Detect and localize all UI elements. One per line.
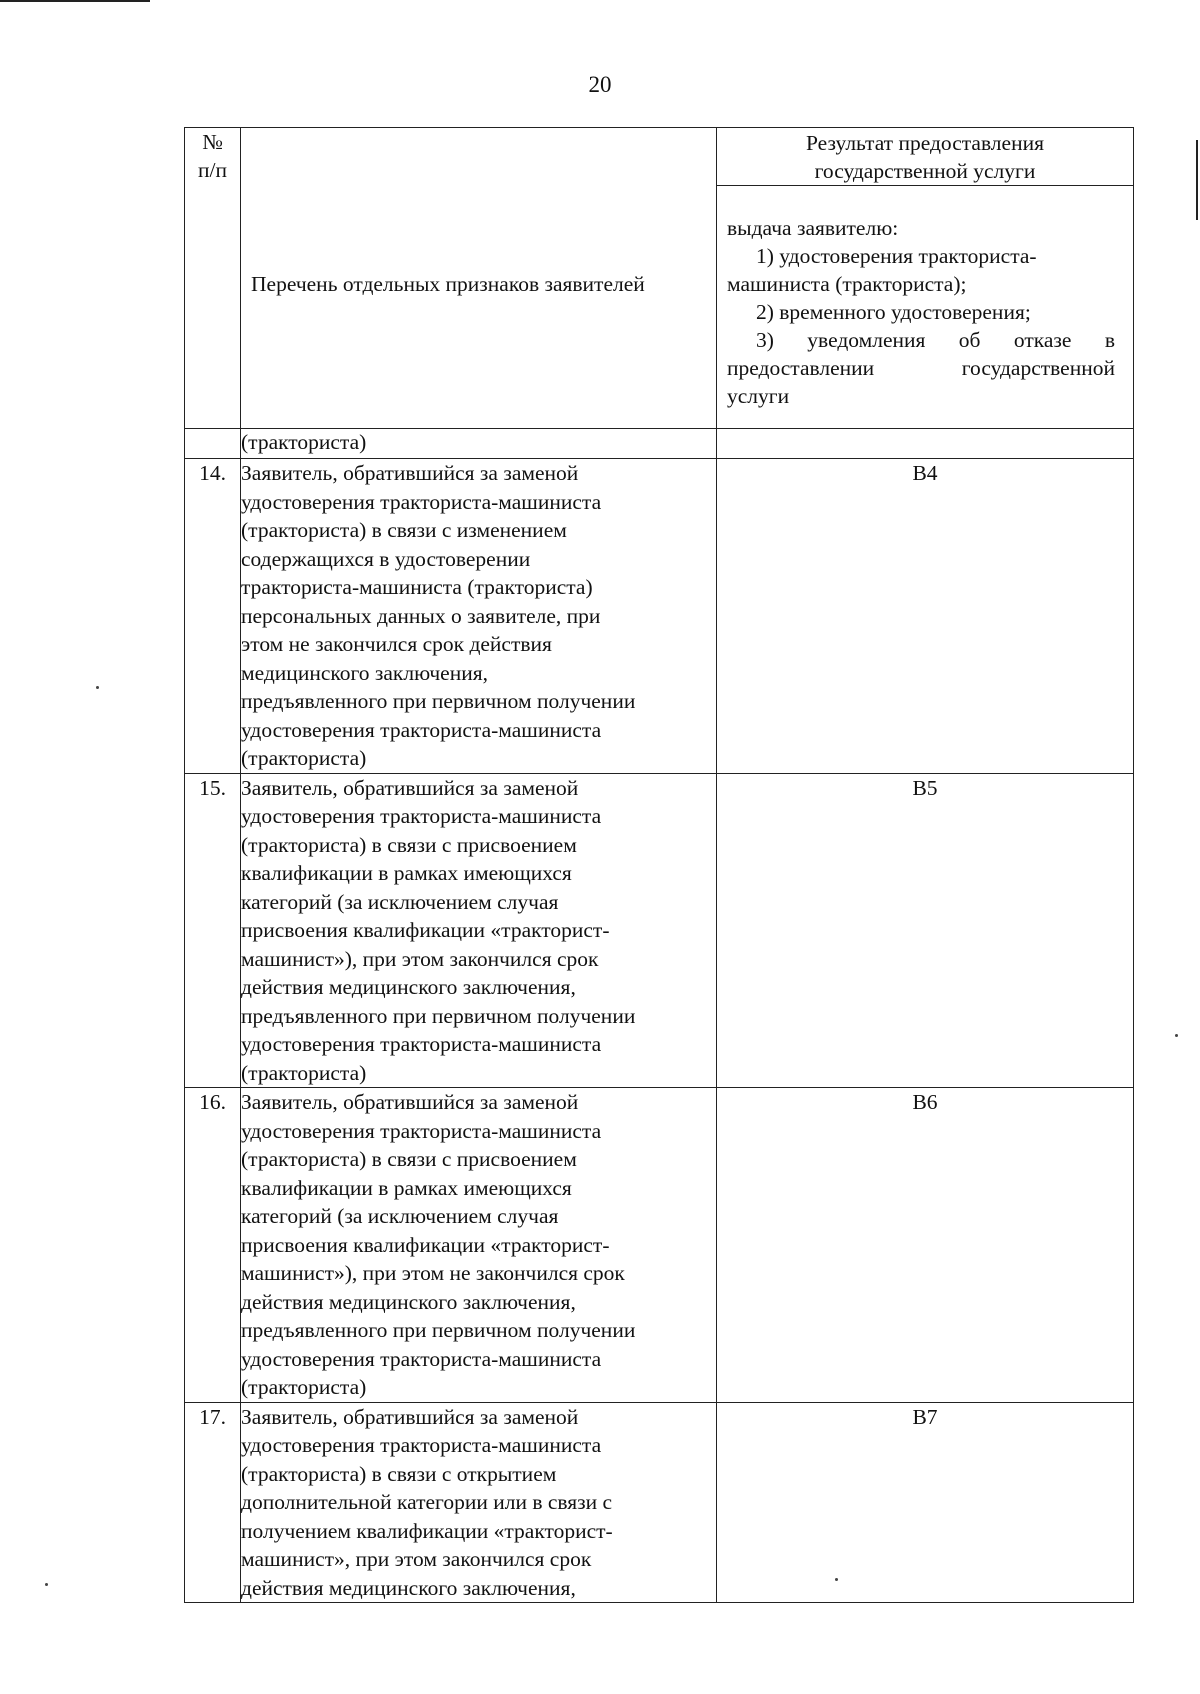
criteria-line: (тракториста): [241, 1375, 367, 1399]
header-result-body-cell: [717, 186, 1134, 429]
criteria-line: Заявитель, обратившийся за заменой: [241, 461, 579, 485]
criteria-line: категорий (за исключением случая: [241, 889, 559, 914]
criteria-line: удостоверения тракториста-машиниста: [241, 804, 602, 828]
row-criteria: [241, 1088, 717, 1403]
header-result-title-line: государственной услуги: [814, 159, 1036, 183]
criteria-line: присвоения квалификации «тракторист-: [241, 918, 610, 942]
result-item-3-end: услуги: [727, 384, 790, 408]
row-result: В6: [717, 1088, 1134, 1403]
row-number: 17.: [185, 1402, 241, 1603]
scan-speck: [96, 686, 99, 689]
criteria-line: машинист», при этом закончился срок: [241, 1547, 592, 1571]
result-item-1: 1) удостоверения тракториста-: [756, 244, 1037, 268]
row-criteria: [241, 1402, 717, 1603]
row-number: 14.: [185, 459, 241, 774]
services-table: [184, 127, 1134, 1603]
criteria-line: медицинского заключения,: [241, 660, 488, 685]
criteria-line: тракториста-машиниста (тракториста): [241, 575, 593, 599]
continuation-row: [185, 429, 1134, 459]
criteria-line: действия медицинского заключения,: [241, 1289, 576, 1314]
criteria-line: содержащихся в удостоверении: [241, 546, 531, 571]
scan-edge-top: [0, 0, 150, 2]
scan-speck: [45, 1583, 48, 1586]
criteria-line: удостоверения тракториста-машиниста: [241, 489, 602, 514]
scan-speck: [1175, 1034, 1178, 1037]
table-row: [185, 1088, 1134, 1403]
row-result: В5: [717, 773, 1134, 1088]
criteria-line: персональных данных о заявителе, при: [241, 603, 601, 628]
header-criteria-cell: Перечень отдельных признаков заявителей: [241, 128, 717, 429]
criteria-line: (тракториста): [241, 746, 367, 770]
result-item-2: 2) временного удостоверения;: [756, 300, 1031, 324]
table-row: [185, 773, 1134, 1088]
criteria-line: удостоверения тракториста-машиниста: [241, 1346, 602, 1371]
criteria-line: категорий (за исключением случая: [241, 1204, 559, 1228]
row-number: 16.: [185, 1088, 241, 1403]
criteria-line: удостоверения тракториста-машиниста: [241, 1433, 602, 1457]
row-criteria: [241, 773, 717, 1088]
criteria-line: Заявитель, обратившийся за заменой: [241, 775, 579, 800]
criteria-line: действия медицинского заключения,: [241, 1575, 576, 1600]
scan-edge-right: [1196, 140, 1198, 220]
header-number-symbol: №: [202, 130, 223, 154]
criteria-line: удостоверения тракториста-машиниста: [241, 1118, 602, 1143]
result-intro: выдача заявителю:: [727, 216, 899, 240]
criteria-line: Заявитель, обратившийся за заменой: [241, 1090, 579, 1114]
criteria-line: удостоверения тракториста-машиниста: [241, 1032, 602, 1056]
header-result-title-line: Результат предоставления: [806, 131, 1044, 155]
row-criteria: [241, 429, 717, 459]
criteria-line: (тракториста) в связи с присвоением: [241, 1147, 577, 1171]
criteria-line: машинист»), при этом закончился срок: [241, 946, 599, 971]
criteria-line: (тракториста) в связи с присвоением: [241, 832, 577, 857]
criteria-line: удостоверения тракториста-машиниста: [241, 717, 602, 742]
table-row: [185, 1402, 1134, 1603]
criteria-line: предъявленного при первичном получении: [241, 689, 636, 713]
criteria-line: квалификации в рамках имеющихся: [241, 861, 572, 885]
criteria-line: Заявитель, обратившийся за заменой: [241, 1404, 579, 1429]
row-number: [185, 429, 241, 459]
criteria-line: дополнительной категории или в связи с: [241, 1490, 613, 1514]
header-number-abbr: п/п: [198, 158, 227, 182]
header-result-title-cell: [717, 128, 1134, 186]
row-number: 15.: [185, 773, 241, 1088]
row-result: [717, 429, 1134, 459]
criteria-line: получением квалификации «тракторист-: [241, 1518, 613, 1543]
criteria-line: этом не закончился срок действия: [241, 632, 552, 656]
row-result: В4: [717, 459, 1134, 774]
page-number: 20: [588, 72, 612, 97]
table-header-row: [185, 128, 1134, 186]
criteria-line: машинист»), при этом не закончился срок: [241, 1261, 625, 1285]
criteria-line: (тракториста) в связи с изменением: [241, 518, 567, 542]
table-row: [185, 459, 1134, 774]
result-item-1-cont: машиниста (тракториста);: [727, 272, 967, 296]
criteria-line: присвоения квалификации «тракторист-: [241, 1232, 610, 1257]
criteria-line: (тракториста) в связи с открытием: [241, 1461, 557, 1486]
result-item-3: 3) уведомления об отказе в: [756, 328, 1115, 352]
criteria-line: (тракториста): [241, 1060, 367, 1085]
header-number-cell: [185, 128, 241, 429]
criteria-line: (тракториста): [241, 430, 367, 454]
criteria-line: действия медицинского заключения,: [241, 975, 576, 999]
criteria-line: квалификации в рамках имеющихся: [241, 1175, 572, 1200]
row-result: В7: [717, 1402, 1134, 1603]
result-item-3-cont: предоставлении государственной: [727, 356, 1115, 380]
criteria-line: предъявленного при первичном получении: [241, 1318, 636, 1342]
criteria-line: предъявленного при первичном получении: [241, 1003, 636, 1028]
row-criteria: [241, 459, 717, 774]
